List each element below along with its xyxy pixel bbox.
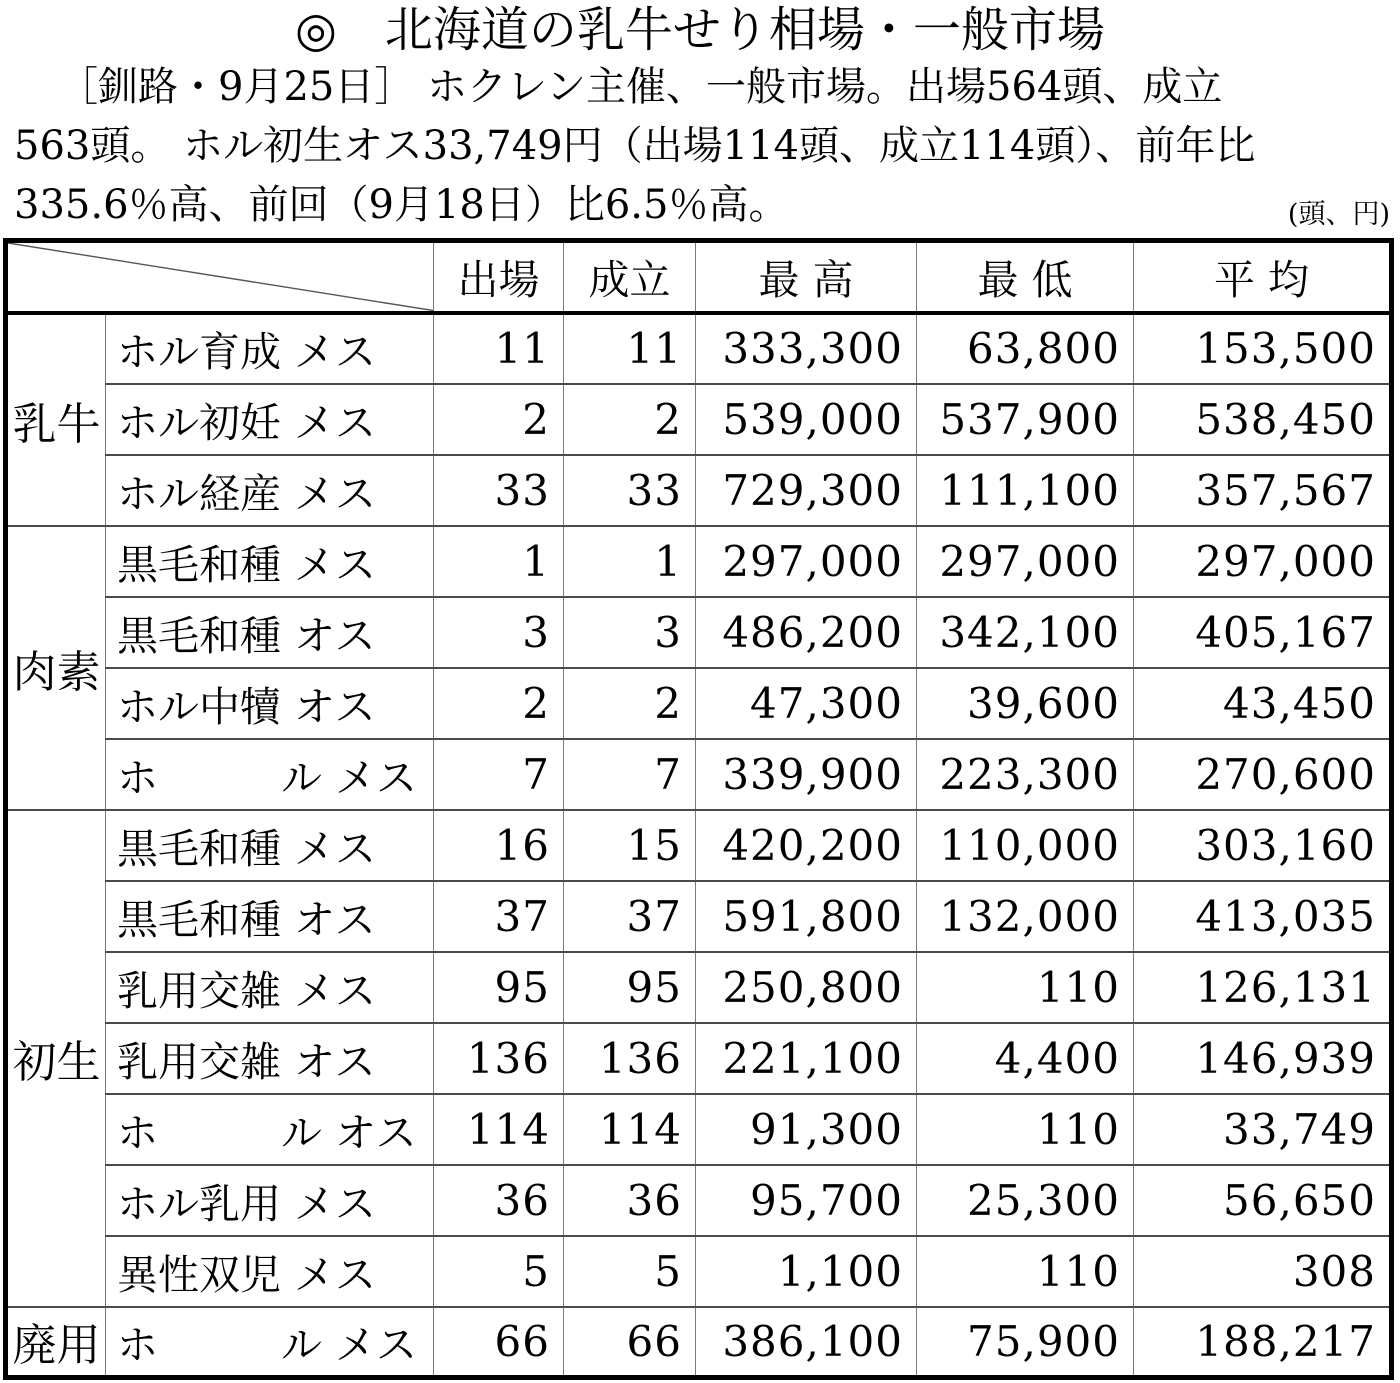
low-cell: 75,900 — [917, 1307, 1134, 1378]
avg-cell: 413,035 — [1134, 881, 1392, 952]
avg-cell: 153,500 — [1134, 313, 1392, 384]
avg-cell: 270,600 — [1134, 739, 1392, 810]
intro-paragraph — [0, 58, 1400, 235]
group-label: 乳牛 — [6, 313, 106, 526]
page-title: ◎ 北海道の乳牛せり相場・一般市場 — [295, 2, 1105, 58]
low-cell: 110,000 — [917, 810, 1134, 881]
sold-cell: 3 — [564, 597, 696, 668]
low-cell: 132,000 — [917, 881, 1134, 952]
column-header-low: 最 低 — [917, 241, 1134, 313]
breed-cell: ホル中犢 オス — [106, 668, 434, 739]
high-cell: 591,800 — [696, 881, 917, 952]
entered-cell: 114 — [434, 1094, 564, 1165]
table-row — [6, 881, 1392, 952]
avg-cell: 357,567 — [1134, 455, 1392, 526]
sold-cell: 33 — [564, 455, 696, 526]
avg-cell: 538,450 — [1134, 384, 1392, 455]
table-row — [6, 1165, 1392, 1236]
table-row — [6, 1023, 1392, 1094]
table-row — [6, 1307, 1392, 1378]
high-cell: 221,100 — [696, 1023, 917, 1094]
breed-cell: 乳用交雑 オス — [106, 1023, 434, 1094]
high-cell: 729,300 — [696, 455, 917, 526]
avg-cell: 126,131 — [1134, 952, 1392, 1023]
entered-cell: 136 — [434, 1023, 564, 1094]
high-cell: 333,300 — [696, 313, 917, 384]
breed-cell: 黒毛和種 オス — [106, 881, 434, 952]
low-cell: 297,000 — [917, 526, 1134, 597]
high-cell: 297,000 — [696, 526, 917, 597]
sold-cell: 1 — [564, 526, 696, 597]
avg-cell: 43,450 — [1134, 668, 1392, 739]
entered-cell: 33 — [434, 455, 564, 526]
sold-cell: 5 — [564, 1236, 696, 1307]
sold-cell: 2 — [564, 384, 696, 455]
avg-cell: 33,749 — [1134, 1094, 1392, 1165]
breed-cell: ホ ル オス — [106, 1094, 434, 1165]
entered-cell: 11 — [434, 313, 564, 384]
low-cell: 342,100 — [917, 597, 1134, 668]
entered-cell: 66 — [434, 1307, 564, 1378]
column-header-high: 最 高 — [696, 241, 917, 313]
high-cell: 539,000 — [696, 384, 917, 455]
avg-cell: 146,939 — [1134, 1023, 1392, 1094]
high-cell: 486,200 — [696, 597, 917, 668]
breed-cell: ホ ル メス — [106, 739, 434, 810]
table-row — [6, 384, 1392, 455]
avg-cell: 303,160 — [1134, 810, 1392, 881]
avg-cell: 188,217 — [1134, 1307, 1392, 1378]
table-row — [6, 810, 1392, 881]
avg-cell: 297,000 — [1134, 526, 1392, 597]
table-row — [6, 1236, 1392, 1307]
sold-cell: 15 — [564, 810, 696, 881]
low-cell: 110 — [917, 952, 1134, 1023]
high-cell: 95,700 — [696, 1165, 917, 1236]
table-row — [6, 952, 1392, 1023]
sold-cell: 11 — [564, 313, 696, 384]
table-row — [6, 313, 1392, 384]
low-cell: 223,300 — [917, 739, 1134, 810]
avg-cell: 56,650 — [1134, 1165, 1392, 1236]
sold-cell: 2 — [564, 668, 696, 739]
intro-line: 563頭。 ホル初生オス33,749円（出場114頭、成立114頭）、前年比 — [14, 123, 1256, 169]
low-cell: 110 — [917, 1094, 1134, 1165]
table-row — [6, 1094, 1392, 1165]
entered-cell: 5 — [434, 1236, 564, 1307]
corner-cell — [6, 241, 434, 313]
market-table-header — [6, 241, 1392, 313]
header-row — [6, 241, 1392, 313]
entered-cell: 2 — [434, 384, 564, 455]
breed-cell: 黒毛和種 オス — [106, 597, 434, 668]
intro-line: ［釧路・9月25日］ ホクレン主催、一般市場。出場564頭、成立 — [58, 64, 1223, 110]
low-cell: 4,400 — [917, 1023, 1134, 1094]
column-header-average: 平 均 — [1134, 241, 1392, 313]
low-cell: 111,100 — [917, 455, 1134, 526]
low-cell: 39,600 — [917, 668, 1134, 739]
sold-cell: 95 — [564, 952, 696, 1023]
breed-cell: 乳用交雑 メス — [106, 952, 434, 1023]
high-cell: 420,200 — [696, 810, 917, 881]
high-cell: 250,800 — [696, 952, 917, 1023]
market-table — [3, 238, 1394, 1380]
table-row — [6, 668, 1392, 739]
diagonal-line-icon — [8, 243, 433, 311]
page — [0, 2, 1400, 1383]
breed-cell: ホル経産 メス — [106, 455, 434, 526]
breed-cell: ホ ル メス — [106, 1307, 434, 1378]
low-cell: 537,900 — [917, 384, 1134, 455]
high-cell: 91,300 — [696, 1094, 917, 1165]
high-cell: 386,100 — [696, 1307, 917, 1378]
sold-cell: 66 — [564, 1307, 696, 1378]
high-cell: 339,900 — [696, 739, 917, 810]
unit-note: (頭、円) — [1287, 199, 1390, 230]
entered-cell: 1 — [434, 526, 564, 597]
breed-cell: ホル初妊 メス — [106, 384, 434, 455]
entered-cell: 16 — [434, 810, 564, 881]
breed-cell: ホル乳用 メス — [106, 1165, 434, 1236]
table-row — [6, 739, 1392, 810]
sold-cell: 37 — [564, 881, 696, 952]
high-cell: 1,100 — [696, 1236, 917, 1307]
market-table-body — [6, 313, 1392, 1378]
column-header-sold: 成立 — [564, 241, 696, 313]
column-header-entered: 出場 — [434, 241, 564, 313]
intro-line: 335.6％高、前回（9月18日）比6.5％高。 — [14, 182, 789, 228]
avg-cell: 308 — [1134, 1236, 1392, 1307]
low-cell: 110 — [917, 1236, 1134, 1307]
low-cell: 63,800 — [917, 313, 1134, 384]
breed-cell: 黒毛和種 メス — [106, 526, 434, 597]
low-cell: 25,300 — [917, 1165, 1134, 1236]
sold-cell: 114 — [564, 1094, 696, 1165]
entered-cell: 2 — [434, 668, 564, 739]
high-cell: 47,300 — [696, 668, 917, 739]
entered-cell: 95 — [434, 952, 564, 1023]
sold-cell: 7 — [564, 739, 696, 810]
breed-cell: 異性双児 メス — [106, 1236, 434, 1307]
entered-cell: 7 — [434, 739, 564, 810]
sold-cell: 136 — [564, 1023, 696, 1094]
breed-cell: ホル育成 メス — [106, 313, 434, 384]
table-row — [6, 597, 1392, 668]
table-row — [6, 455, 1392, 526]
sold-cell: 36 — [564, 1165, 696, 1236]
avg-cell: 405,167 — [1134, 597, 1392, 668]
entered-cell: 36 — [434, 1165, 564, 1236]
table-row — [6, 526, 1392, 597]
entered-cell: 3 — [434, 597, 564, 668]
group-label: 廃用 — [6, 1307, 106, 1378]
group-label: 肉素 — [6, 526, 106, 810]
entered-cell: 37 — [434, 881, 564, 952]
group-label: 初生 — [6, 810, 106, 1307]
breed-cell: 黒毛和種 メス — [106, 810, 434, 881]
